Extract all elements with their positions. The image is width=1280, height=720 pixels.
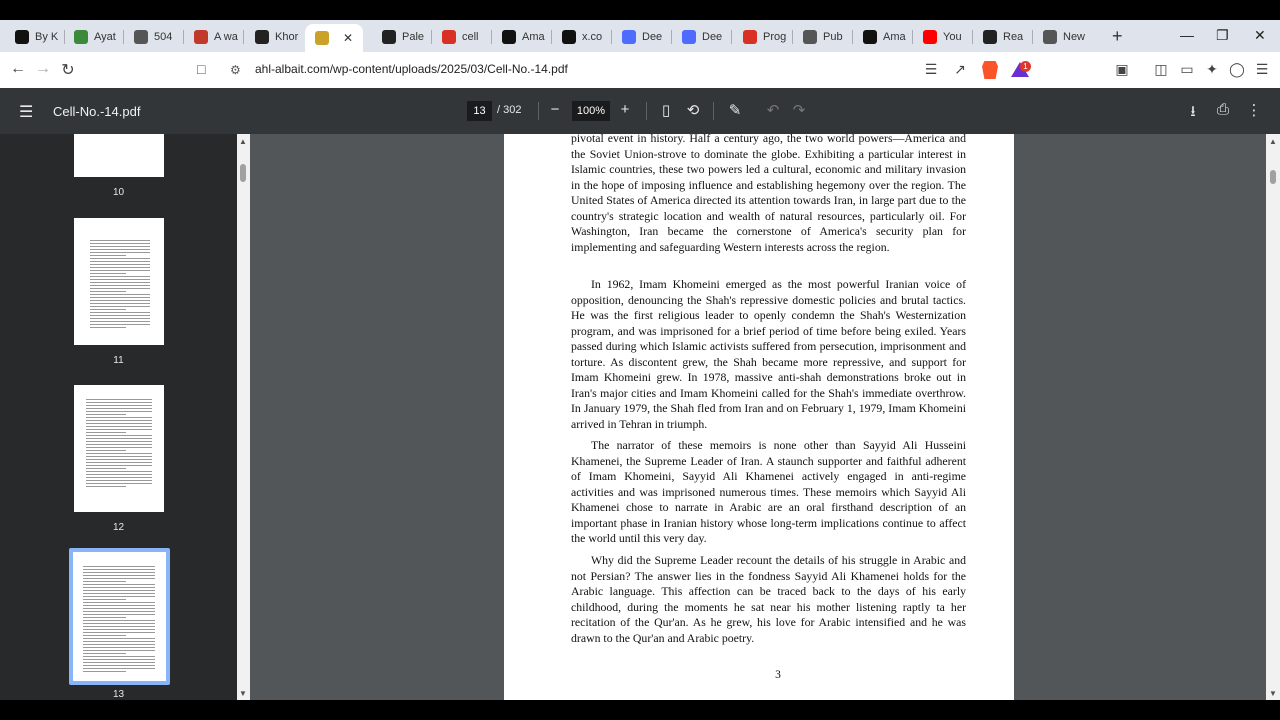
pdf-page: [504, 134, 1014, 700]
thumbnail-text-line: [90, 279, 150, 280]
navigation-bar: [0, 52, 1280, 88]
fit-page-icon[interactable]: ▯: [661, 102, 671, 119]
thumbnail-text-line: [83, 599, 126, 600]
thumbnail-text-line: [90, 249, 150, 250]
thumbnail-text-line: [83, 566, 155, 567]
thumbnail-text-line: [83, 671, 126, 672]
page-number-input[interactable]: 13: [467, 101, 492, 121]
thumbnail-text-line: [90, 264, 150, 265]
thumbnail-text-line: [86, 462, 152, 463]
restore-icon[interactable]: ❐: [1216, 27, 1229, 43]
tab-label: cell: [462, 31, 479, 43]
main-scroll-thumb[interactable]: [1270, 170, 1276, 184]
thumbnail-text-line: [83, 647, 155, 648]
thumbnail-text-line: [90, 315, 150, 316]
thumbnail-text-line: [90, 255, 126, 256]
browser-tab[interactable]: [305, 24, 363, 52]
site-settings-icon[interactable]: ⚙: [230, 63, 241, 77]
screenshot-icon[interactable]: ▣: [1115, 61, 1129, 77]
browser-tab[interactable]: [372, 24, 430, 50]
tab-label: Ama: [522, 31, 545, 43]
globe-icon: [134, 30, 148, 44]
thumbnail-text-line: [86, 441, 152, 442]
scroll-up-icon[interactable]: ▲: [239, 137, 247, 146]
browser-tab[interactable]: [793, 24, 851, 50]
thumbnail-text-line: [86, 426, 152, 427]
x-icon: [562, 30, 576, 44]
thumbnail-text-line: [83, 587, 155, 588]
youtube-icon: [923, 30, 937, 44]
thumbnail-text-line: [83, 638, 155, 639]
toolbar-divider: [538, 102, 539, 120]
letter-icon: [194, 30, 208, 44]
thumbnail-text-line: [90, 246, 150, 247]
thumbnail-text-line: [83, 593, 155, 594]
tab-label: A wa: [214, 31, 238, 43]
thumbnail-text-line: [86, 432, 126, 433]
thumbnail-text-line: [90, 324, 150, 325]
book-icon: [382, 30, 396, 44]
thumbnail-label: 10: [112, 187, 125, 198]
toolbar-divider: [646, 102, 647, 120]
thumbnail-text-line: [90, 300, 150, 301]
thumbnail-text-line: [86, 444, 152, 445]
browser-tab[interactable]: [853, 24, 911, 50]
thumbnail-text-line: [83, 572, 155, 573]
tab-label: 504: [154, 31, 173, 43]
tab-label: Rea: [1003, 31, 1024, 43]
thumbnail-page-11[interactable]: [74, 218, 164, 345]
tab-label: Ayat: [94, 31, 116, 43]
thumbnail-text-line: [83, 650, 155, 651]
top-letterbox: [0, 0, 1280, 20]
tab-label: You: [943, 31, 962, 43]
thumbnail-text-line: [86, 447, 152, 448]
thumbnail-text-line: [86, 399, 152, 400]
thumbnail-text-line: [86, 480, 152, 481]
thumbnail-text-line: [86, 405, 152, 406]
thumbnail-text-line: [90, 321, 150, 322]
thumbnail-label: 11: [113, 355, 124, 366]
thumbnail-text-line: [90, 303, 150, 304]
reload-icon[interactable]: ↻: [61, 62, 75, 79]
browser-tab[interactable]: [672, 24, 730, 50]
thumbnail-text-line: [83, 662, 155, 663]
thumbnail-text-line: [86, 408, 152, 409]
new-tab-button[interactable]: +: [1112, 26, 1123, 46]
thumbnail-text-line: [90, 252, 150, 253]
thumbnail-text-line: [86, 483, 152, 484]
paragraph: pivotal event in history. Half a century ago, the two world powers—America and the Soviet Union-strove to dominate the globe. Exhibiting a particular interest in Islamic countries, these two powers led a cultural, economic and military invasion in the hope of imposing influence and establishing hegemony over the region. The United States of America directed its attention towards Iran, in large part due to the country's strategic location and wealth of natural resources, particularly oil. For Washington, Iran became the cornerstone of America's security plan for implementing and safeguarding Western interests across the region.: [571, 134, 966, 254]
thumbnail-page-13[interactable]: [73, 552, 166, 681]
book-icon: [255, 30, 269, 44]
thumbnail-text-line: [90, 291, 126, 292]
thumbnail-text-line: [86, 435, 152, 436]
paragraph: The narrator of these memoirs is none other than Sayyid Ali Husseini Khamenei, the Supreme Leader of Iran. A staunch supporter and faithful adherent of Imam Khomeini, Sayyid Ali Khamenei actively engaged in anti-regime activities and was imprisoned numerous times. These memoirs which Sayyid Ali Khamenei chose to narrate in Arabic are an oral firsthand description of an important phase in Iranian history whose long-term implications continue to affect the world until this very day.: [571, 438, 966, 545]
paragraph: In 1962, Imam Khomeini emerged as the most powerful Iranian voice of opposition, denouncing the Shah's repressive domestic policies and brutal tactics. He was the first religious leader to openly condemn the Shah's Westernization program, and was imprisoned for a brief period of time before being exiled. Years passed during which Islamic activists suffered from persecution, imprisonment and torture. As discontent grew, the Shah became more repressive, and support for Imam Khomeini grew. In 1978, massive anti-shah demonstrations broke out in Iran's major cities and Imam Khomeini called for the Shah's immediate overthrow. In January 1979, the Shah fled from Iran and on February 1, 1979, Imam Khomeini arrived in Tehran in triumph.: [571, 277, 966, 431]
thumbnail-text-line: [90, 288, 150, 289]
thumbnail-text-line: [83, 644, 155, 645]
browser-tab[interactable]: [973, 24, 1031, 50]
thumbnail-text-line: [90, 267, 150, 268]
forward-icon[interactable]: →: [35, 60, 51, 77]
thumbnail-text-line: [86, 456, 152, 457]
thumbnail-label: 13: [112, 689, 125, 700]
browser-tab[interactable]: [64, 24, 122, 50]
browser-tab[interactable]: [5, 24, 63, 50]
browser-tab[interactable]: [245, 24, 303, 50]
tab-separator: [731, 30, 732, 44]
bottom-letterbox: [0, 700, 1280, 720]
zoom-input[interactable]: 100%: [572, 101, 610, 121]
menu-icon[interactable]: ☰: [1255, 61, 1269, 77]
browser-tab[interactable]: [913, 24, 971, 50]
square-icon: [743, 30, 757, 44]
notification-badge: 1: [1020, 61, 1031, 72]
thumbnail-text-line: [83, 641, 155, 642]
browser-tab[interactable]: [432, 24, 490, 50]
sidebar-scrollbar[interactable]: [237, 134, 250, 700]
thumbnail-text-line: [86, 459, 152, 460]
thumbnail-text-line: [90, 306, 150, 307]
tab-label: New: [1063, 31, 1086, 43]
thumbnail-text-line: [90, 309, 126, 310]
url-field[interactable]: ahl-albait.com/wp-content/uploads/2025/03/Cell-No.-14.pdf: [255, 62, 568, 76]
tab-label: Dee: [642, 31, 663, 43]
thumbnail-text-line: [83, 581, 126, 582]
tab-label: Pale: [402, 31, 425, 43]
thumbnail-text-line: [83, 659, 155, 660]
brave-shields-icon[interactable]: [982, 61, 998, 79]
hamburger-menu-icon[interactable]: ☰: [19, 104, 34, 121]
leo-ai-icon[interactable]: ✦: [1206, 61, 1218, 77]
leaf-icon: [74, 30, 88, 44]
key-icon: [983, 30, 997, 44]
zoom-out-icon[interactable]: −: [550, 101, 560, 118]
amazon-icon: [502, 30, 516, 44]
thumbnail-text-line: [90, 285, 150, 286]
thumbnail-text-line: [86, 429, 152, 430]
browser-tab[interactable]: [492, 24, 550, 50]
globe-icon: [803, 30, 817, 44]
thumbnail-text-line: [86, 438, 152, 439]
thumbnail-text-line: [90, 243, 150, 244]
thumbnail-text-line: [83, 605, 155, 606]
rotate-icon[interactable]: ⟲: [686, 102, 700, 119]
thumbnail-text-line: [83, 590, 155, 591]
thumbnail-text-line: [86, 477, 152, 478]
thumbnail-text-line: [86, 465, 152, 466]
thumbnail-text-line: [86, 471, 152, 472]
thumbnail-text-line: [83, 584, 155, 585]
undo-icon[interactable]: ↶: [766, 102, 780, 119]
deepseek-icon: [622, 30, 636, 44]
pdf-viewer: [250, 134, 1266, 700]
scroll-up-icon[interactable]: ▲: [1269, 137, 1277, 146]
amazon-icon: [863, 30, 877, 44]
thumbnail-text-line: [83, 665, 155, 666]
thumbnail-text-line: [83, 632, 155, 633]
tab-label: Pub: [823, 31, 843, 43]
pdf-title: Cell-No.-14.pdf: [53, 104, 141, 119]
tab-label: x.co: [582, 31, 603, 43]
thumbnail-text-line: [86, 468, 126, 469]
paragraph: Why did the Supreme Leader recount the details of his struggle in Arabic and not Persian? The answer lies in the fondness Sayyid Ali Khamenei holds for the Arabic language. This affection can be traced back to the days of his early childhood, during the moments he sat near his mother listening raptly ta her recitation of the Qur'an. As he grew, his love for Arabic intensified and he was drawn to the Qur'an and Arabic poetry.: [571, 553, 966, 645]
download-icon[interactable]: ⭳: [1190, 103, 1196, 120]
back-icon[interactable]: ←: [10, 60, 26, 77]
annotate-icon[interactable]: ✎: [728, 102, 742, 119]
thumbnail-text-line: [90, 258, 150, 259]
scroll-down-icon[interactable]: ▼: [1269, 689, 1277, 698]
tab-strip: [0, 20, 1280, 52]
more-options-icon[interactable]: ⋮: [1246, 102, 1262, 119]
thumbnail-text-line: [83, 668, 155, 669]
thumbnail-text-line: [90, 327, 126, 328]
circle-icon: [15, 30, 29, 44]
thumbnail-text-line: [83, 617, 126, 618]
thumbnail-text-line: [83, 629, 155, 630]
tab-label: By K: [35, 31, 59, 43]
brave-icon: [1043, 30, 1057, 44]
page-total: / 302: [497, 104, 522, 116]
thumbnail-text-line: [90, 282, 150, 283]
thumbnail-text-line: [83, 656, 155, 657]
thumbnail-text-line: [86, 486, 126, 487]
main-scrollbar[interactable]: [1266, 134, 1280, 700]
tab-separator: [243, 30, 244, 44]
tab-label: Prog: [763, 31, 787, 43]
thumbnail-text-line: [83, 578, 155, 579]
mosque-icon: [315, 31, 329, 45]
thumbnail-text-line: [86, 453, 152, 454]
thumbnail-text-line: [90, 294, 150, 295]
sidebar-toggle-icon[interactable]: ◫: [1154, 61, 1168, 77]
thumbnail-text-line: [83, 608, 155, 609]
thumbnail-text-line: [90, 240, 150, 241]
share-icon[interactable]: ↗: [954, 61, 966, 77]
browser-tab[interactable]: [733, 24, 791, 50]
thumbnail-text-line: [86, 420, 152, 421]
vpn-icon[interactable]: ◯: [1229, 61, 1245, 77]
target-icon: [442, 30, 456, 44]
thumbnail-label: 12: [112, 522, 125, 533]
thumbnail-text-line: [83, 626, 155, 627]
thumbnail-text-line: [90, 270, 150, 271]
scroll-down-icon[interactable]: ▼: [239, 689, 247, 698]
tab-label: Khor: [275, 31, 299, 43]
tab-label: Dee: [702, 31, 723, 43]
print-icon[interactable]: ⎙: [1216, 101, 1229, 118]
redo-icon[interactable]: ↷: [792, 102, 806, 119]
toolbar-divider: [713, 102, 714, 120]
thumbnail-page-12[interactable]: [74, 385, 164, 512]
thumbnail-text-line: [90, 273, 126, 274]
thumbnail-text-line: [90, 276, 150, 277]
thumbnail-text-line: [83, 620, 155, 621]
thumbnail-text-line: [83, 575, 155, 576]
thumbnail-text-line: [83, 623, 155, 624]
thumbnail-text-line: [86, 402, 152, 403]
browser-tab[interactable]: [184, 24, 242, 50]
zoom-in-icon[interactable]: +: [620, 101, 630, 118]
thumbnail-text-line: [90, 312, 150, 313]
thumbnail-sidebar: [0, 134, 237, 700]
thumbnail-text-line: [83, 611, 155, 612]
thumbnail-text-line: [83, 602, 155, 603]
thumbnail-text-line: [83, 569, 155, 570]
close-window-icon[interactable]: ✕: [1254, 27, 1266, 43]
thumbnail-text-line: [83, 614, 155, 615]
thumbnail-text-line: [83, 596, 155, 597]
browser-tab[interactable]: [1033, 24, 1091, 50]
thumbnail-text-line: [86, 417, 152, 418]
thumbnail-text-line: [83, 635, 126, 636]
thumbnail-text-line: [90, 297, 150, 298]
thumbnail-text-line: [90, 261, 150, 262]
thumbnail-text-line: [86, 414, 126, 415]
close-tab-icon[interactable]: ✕: [343, 31, 354, 45]
browser-tab[interactable]: [552, 24, 610, 50]
deepseek-icon: [682, 30, 696, 44]
page-number: 3: [775, 669, 781, 681]
sidebar-scroll-thumb[interactable]: [240, 164, 246, 182]
bookmark-icon[interactable]: □: [197, 61, 206, 77]
browser-tab[interactable]: [124, 24, 182, 50]
tab-label: Ama: [883, 31, 906, 43]
thumbnail-text-line: [86, 423, 152, 424]
browser-tab[interactable]: [612, 24, 670, 50]
thumbnail-text-line: [86, 411, 152, 412]
thumbnail-text-line: [83, 653, 126, 654]
reader-mode-icon[interactable]: ☰: [924, 61, 938, 77]
thumbnail-text-line: [90, 318, 150, 319]
wallet-icon[interactable]: ▭: [1180, 61, 1194, 77]
thumbnail-text-line: [86, 474, 152, 475]
minimize-icon[interactable]: —: [1180, 27, 1194, 43]
pdf-toolbar: [0, 88, 1280, 134]
thumbnail-text-line: [86, 450, 126, 451]
thumbnail-page-10[interactable]: [74, 134, 164, 177]
